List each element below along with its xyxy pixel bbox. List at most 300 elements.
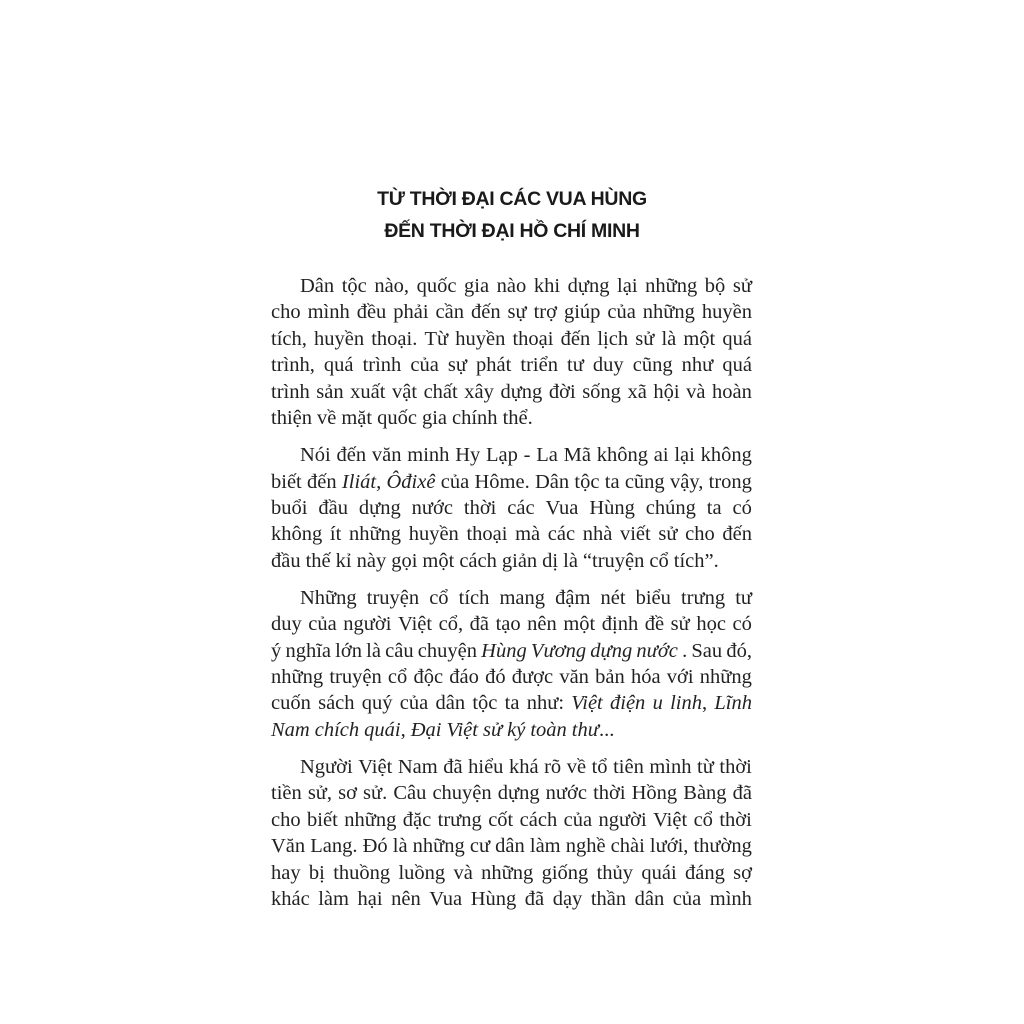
word: toàn	[530, 718, 567, 741]
word: không	[700, 444, 752, 467]
word: vậy,	[669, 470, 704, 493]
word: thiện	[271, 406, 312, 429]
text-line	[271, 299, 752, 325]
word: đặc	[402, 808, 432, 831]
word: Hồng	[631, 782, 678, 805]
word: cổ	[649, 549, 669, 572]
word: sự	[507, 301, 527, 324]
word: Đó	[362, 835, 388, 858]
word: tư	[735, 586, 752, 609]
word: cổ	[429, 586, 449, 609]
word: ai	[653, 444, 669, 467]
word: Lĩnh	[714, 692, 752, 715]
word: huyền	[455, 327, 506, 350]
word: cho	[685, 523, 715, 546]
word: cốt	[488, 808, 514, 831]
word: đầu	[271, 549, 301, 572]
word: sản	[316, 380, 344, 403]
word: mang	[499, 586, 546, 609]
word: Người	[300, 756, 353, 779]
word: biểu	[635, 586, 671, 609]
word: ý	[271, 639, 282, 662]
word: thoại	[466, 523, 508, 546]
word: Đại	[410, 718, 442, 741]
word: Iliát,	[341, 470, 382, 493]
text-line	[271, 754, 752, 780]
word: nước	[411, 496, 453, 519]
word: sự	[447, 354, 467, 377]
text-line	[271, 405, 752, 431]
word: sử	[658, 523, 678, 546]
text-line	[271, 780, 752, 806]
word: đến	[722, 523, 752, 546]
word: cuốn	[271, 692, 311, 715]
text-line	[271, 273, 752, 299]
word: và	[686, 380, 706, 403]
word: mình	[307, 301, 350, 324]
word: tộc	[574, 470, 600, 493]
word: của	[672, 887, 702, 910]
word: bộ	[704, 275, 726, 297]
word: linh,	[670, 692, 708, 715]
chapter-title	[270, 183, 754, 247]
word: -	[523, 444, 531, 467]
word: nét	[600, 586, 626, 609]
word: không	[596, 444, 648, 467]
word: Nói	[300, 444, 331, 467]
word: cổ,	[438, 613, 464, 636]
word: điện	[610, 692, 646, 715]
word: phát	[476, 354, 512, 377]
word: đều	[356, 301, 387, 324]
word: khá	[508, 756, 539, 779]
word: minh	[407, 444, 450, 467]
word: nước	[636, 639, 678, 662]
word: học	[696, 613, 726, 636]
word: này	[356, 549, 387, 572]
word: ta	[604, 470, 620, 493]
word: sợ	[733, 861, 752, 884]
word: dựng	[567, 275, 610, 297]
word: Những	[300, 586, 357, 609]
word: duy	[271, 613, 302, 636]
word: quá	[722, 327, 752, 350]
word: gia	[464, 275, 490, 297]
word: ta	[706, 496, 722, 519]
word: duy	[592, 354, 624, 377]
word: sử	[482, 718, 503, 741]
word: văn	[559, 666, 589, 689]
word: Từ	[424, 327, 449, 350]
word: những	[645, 275, 698, 297]
word: Nam	[271, 718, 310, 741]
word: đến	[307, 470, 337, 493]
word: Hùng	[481, 639, 527, 662]
word: mà	[515, 523, 541, 546]
word: Bàng	[683, 782, 727, 805]
word: Việt	[398, 613, 433, 636]
word: quý	[361, 692, 393, 715]
text-line	[271, 807, 752, 833]
text-line	[271, 690, 752, 716]
word: chuyện	[417, 639, 477, 662]
word: thế	[305, 549, 331, 572]
word: sách	[318, 692, 355, 715]
word: dân	[495, 835, 525, 858]
word: với	[666, 666, 694, 689]
word: quái	[641, 861, 677, 884]
word: quái,	[364, 718, 406, 741]
word: trưng	[437, 808, 482, 831]
word: tích	[458, 586, 490, 609]
paragraph	[271, 442, 752, 574]
word: người	[343, 613, 392, 636]
word: xã	[627, 380, 647, 403]
word: Việt	[446, 718, 478, 741]
word: nhà	[582, 523, 613, 546]
word: hội	[653, 380, 680, 403]
word: sử	[670, 613, 690, 636]
word: về	[566, 756, 587, 779]
word: đáo	[449, 666, 479, 689]
word: kỉ	[335, 549, 352, 572]
word: đề	[644, 613, 665, 636]
word: huyền	[408, 523, 459, 546]
word: thần	[590, 887, 627, 910]
word: phải	[393, 301, 429, 324]
word: luồng	[398, 861, 446, 884]
word: Vương	[530, 639, 587, 662]
word: văn	[371, 444, 402, 467]
word: mình	[649, 756, 692, 779]
word: không	[271, 523, 323, 546]
text-line	[271, 548, 752, 574]
word: đời	[548, 380, 576, 403]
word: đó,	[726, 639, 752, 662]
word: khi	[533, 275, 561, 297]
word: quá	[323, 354, 354, 377]
word: dạy	[552, 887, 583, 910]
word: làm	[529, 835, 561, 858]
word: Nam	[397, 756, 438, 779]
word: lưới,	[649, 835, 689, 858]
word: là	[563, 549, 578, 572]
word: biết	[307, 808, 338, 831]
word: lịch	[597, 327, 629, 350]
word: mình	[709, 887, 752, 910]
text-line	[271, 379, 752, 405]
word: về	[317, 406, 337, 429]
word: tạo	[495, 613, 521, 636]
word: “truyện	[582, 549, 645, 572]
word: của	[399, 692, 429, 715]
word: sử	[635, 327, 655, 350]
word: người	[598, 808, 647, 831]
word: nghĩa	[285, 639, 331, 662]
word: dân	[435, 692, 466, 715]
word: Hùng	[470, 887, 517, 910]
word: đã	[443, 756, 463, 779]
word: trưng	[680, 586, 726, 609]
word: những	[481, 861, 534, 884]
word: là	[392, 835, 408, 858]
word: thời	[593, 782, 626, 805]
word: giống	[541, 861, 589, 884]
word: câu	[385, 639, 414, 662]
word: đó	[485, 666, 506, 689]
word: là	[366, 639, 381, 662]
word: cho	[271, 808, 301, 831]
word: Vua	[429, 887, 463, 910]
word: trình,	[271, 354, 315, 377]
word: gia	[421, 406, 448, 429]
word: dựng	[590, 639, 633, 662]
word: tộc	[341, 275, 367, 297]
word: giản	[501, 549, 538, 572]
word: thuồng	[333, 861, 391, 884]
text-line	[271, 469, 752, 495]
word: chuyện	[432, 782, 492, 805]
word: La	[536, 444, 558, 467]
word: lớn	[335, 639, 362, 662]
word: một	[683, 327, 716, 350]
word: trình	[271, 380, 310, 403]
word: cách	[459, 549, 497, 572]
word: chúng	[645, 496, 696, 519]
word: độc	[413, 666, 444, 689]
word: nghề	[565, 835, 606, 858]
word: thể.	[502, 406, 533, 429]
word: chất	[423, 380, 458, 403]
text-line	[271, 833, 752, 859]
word: đầu	[318, 496, 348, 519]
word: quốc	[416, 275, 457, 297]
word: một	[422, 549, 455, 572]
word: chích	[314, 718, 360, 741]
word: tích”.	[673, 549, 719, 572]
word: nước	[545, 782, 587, 805]
word: Hùng	[589, 496, 635, 519]
text-line	[271, 611, 752, 637]
word: đã	[732, 782, 752, 805]
word: mặt	[341, 406, 373, 429]
word: thời	[719, 808, 752, 831]
word: nào	[496, 275, 527, 297]
word: bị	[308, 861, 325, 884]
word: buổi	[271, 496, 308, 519]
word: những	[699, 666, 752, 689]
word: trợ	[533, 301, 557, 324]
word: hóa	[630, 666, 661, 689]
word: những	[642, 301, 695, 324]
word: Lang.	[310, 835, 358, 858]
word: nên	[391, 887, 421, 910]
word: cách	[519, 808, 558, 831]
word: như:	[526, 692, 565, 715]
word: của	[563, 808, 593, 831]
word: và	[453, 861, 473, 884]
word: thoại	[512, 327, 554, 350]
word: ta	[504, 692, 520, 715]
word: dân	[634, 887, 665, 910]
word: hay	[271, 861, 301, 884]
text-line	[271, 442, 752, 468]
word: đến	[560, 327, 591, 350]
word: thoại.	[371, 327, 418, 350]
paragraph	[271, 754, 752, 912]
word: Dân	[300, 275, 335, 297]
word: tộc	[472, 692, 498, 715]
word: lại	[617, 275, 638, 297]
word: huyền	[314, 327, 365, 350]
word: cũng	[632, 354, 673, 377]
word: của	[308, 613, 337, 636]
text-line	[271, 638, 752, 664]
word: của	[440, 470, 470, 493]
word: viết	[619, 523, 651, 546]
word: cũng	[624, 470, 665, 493]
word: định	[601, 613, 639, 636]
word: huyền	[701, 301, 752, 324]
word: Mã	[563, 444, 591, 467]
word: ít	[329, 523, 342, 546]
word: dị	[542, 549, 559, 572]
word: đáng	[684, 861, 725, 884]
word: giúp	[563, 301, 601, 324]
word: thường	[693, 835, 752, 858]
word: hiểu	[468, 756, 504, 779]
word: sử	[732, 275, 752, 297]
word: .	[682, 639, 688, 662]
word: nên	[527, 613, 557, 636]
word: từ	[697, 756, 714, 779]
chapter-title-line-2: ĐẾN THỜI ĐẠI HỒ CHÍ MINH	[384, 220, 640, 242]
word: xây	[464, 380, 494, 403]
word: cho	[271, 301, 301, 324]
word: ký	[507, 718, 526, 741]
word: như	[681, 354, 714, 377]
word: các	[547, 523, 576, 546]
word: biết	[271, 470, 302, 493]
word: làm	[318, 887, 349, 910]
word: dựng	[358, 496, 401, 519]
text-line	[271, 326, 752, 352]
word: cổ	[387, 666, 408, 689]
word: chính	[452, 406, 498, 429]
word: thủy	[596, 861, 634, 884]
word: Lạp	[486, 444, 518, 467]
word: đến	[470, 301, 501, 324]
word: đến	[336, 444, 367, 467]
word: gọi	[391, 549, 418, 572]
word: truyện	[329, 666, 382, 689]
word: một	[563, 613, 596, 636]
word: quá	[722, 354, 752, 377]
word: Văn	[271, 835, 306, 858]
word: trình	[362, 354, 402, 377]
paragraph	[271, 273, 752, 431]
word: sử,	[307, 782, 333, 805]
body-text	[271, 273, 752, 923]
word: thời	[719, 756, 752, 779]
word: là	[661, 327, 677, 350]
word: Việt	[571, 692, 603, 715]
word: tổ	[591, 756, 608, 779]
word: Việt	[653, 808, 688, 831]
word: được	[511, 666, 554, 689]
word: chài	[610, 835, 645, 858]
word: u	[652, 692, 663, 715]
word: Dân	[534, 470, 570, 493]
word: của	[410, 354, 439, 377]
text-line	[271, 860, 752, 886]
word: khác	[271, 887, 310, 910]
word: có	[732, 496, 752, 519]
word: những	[271, 666, 324, 689]
text-line	[271, 717, 752, 743]
word: sử.	[363, 782, 388, 805]
text-line	[271, 585, 752, 611]
chapter-title-line-1: TỪ THỜI ĐẠI CÁC VUA HÙNG	[377, 188, 647, 210]
word: cổ	[693, 808, 713, 831]
word: thời	[463, 496, 497, 519]
word: quốc	[377, 406, 417, 429]
word: rõ	[544, 756, 562, 779]
word: Ôđixê	[386, 470, 436, 493]
text-line	[271, 886, 752, 912]
word: vật	[391, 380, 418, 403]
word: các	[507, 496, 535, 519]
word: Sau	[691, 639, 723, 662]
word: xuất	[350, 380, 386, 403]
word: tích,	[271, 327, 307, 350]
word: trong	[708, 470, 752, 493]
word: cư	[469, 835, 491, 858]
word: tiên	[613, 756, 644, 779]
word: đã	[469, 613, 490, 636]
word: Vua	[545, 496, 579, 519]
word: hại	[357, 887, 383, 910]
text-line	[271, 352, 752, 378]
word: tư	[567, 354, 584, 377]
word: Câu	[393, 782, 427, 805]
word: thư...	[571, 718, 615, 741]
word: lại	[674, 444, 695, 467]
word: đậm	[555, 586, 591, 609]
word: những	[412, 835, 465, 858]
word: nào,	[374, 275, 410, 297]
text-line	[271, 521, 752, 547]
word: sơ	[338, 782, 357, 805]
word: hoàn	[712, 380, 752, 403]
word: dựng	[497, 782, 540, 805]
word: Việt	[358, 756, 393, 779]
word: của	[607, 301, 636, 324]
word: đã	[524, 887, 545, 910]
word: tiền	[271, 782, 302, 805]
paragraph	[271, 585, 752, 743]
text-line	[271, 664, 752, 690]
word: dựng	[500, 380, 543, 403]
word: Hy	[455, 444, 481, 467]
word: những	[344, 808, 397, 831]
word: những	[348, 523, 402, 546]
word: sống	[582, 380, 621, 403]
word: truyện	[366, 586, 420, 609]
word: Hôme.	[474, 470, 530, 493]
text-line	[271, 495, 752, 521]
word: bản	[595, 666, 625, 689]
